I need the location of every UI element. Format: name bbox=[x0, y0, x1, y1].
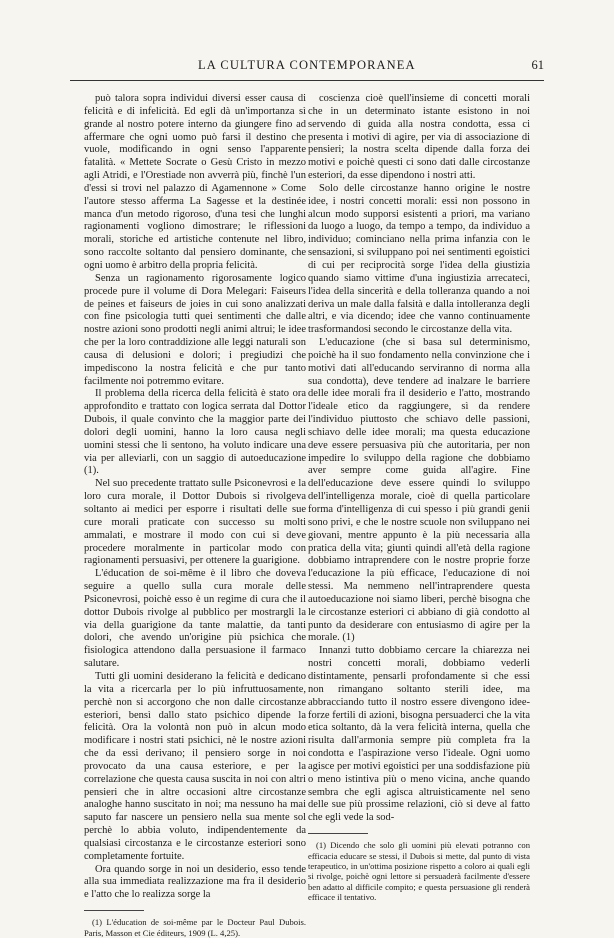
paragraph: Ora quando sorge in noi un desiderio, esso tende alla sua immediata realizzazione ma fra il desiderio e l'atto che lo realizza sorge la bbox=[84, 863, 306, 901]
page-header bbox=[74, 56, 544, 74]
left-column bbox=[84, 93, 306, 938]
paragraph: Senza un ragionamento rigorosamente logico procede pure il volume di Dora Melegari: Faiseurs de peines et faiseurs de joies in cui sono analizzati con fine psicologia tutti quei sentimenti che dalle nostre azioni sono prodotti negli animi altrui; le idee che per la loro contraddizione alle leggi naturali son causa di delusioni e dolori; i pregiudizi che impediscono la nostra felicità e che pur tanto facilmente noi potremmo evitare. bbox=[84, 272, 306, 387]
header-rule bbox=[70, 80, 544, 81]
paragraph: Solo delle circostanze hanno origine le nostre idee, i nostri concetti morali: essi non possono in alcun modo supporsi esistenti a priori, ma variano da luogo a luogo, da tempo a tempo, da individuo a individuo; cominciano nella prima infanzia con le sensazioni, si sviluppano poi nei sentimenti egoistici di cui per reciprocità sorge l'idea della giustizia quando siamo vittime d'una ingiustizia arrecateci, l'idea della sincerità e della tolleranza quando a noi deriva un male dalla falsità e dalla intolleranza degli altri, e via dicendo; idee che vanno continuamente trasformandosi secondo le circostanze della vita. bbox=[308, 182, 530, 336]
paragraph: coscienza cioè quell'insieme di concetti morali che in un determinato istante esistono in noi servendo di guida alla nostra condotta, essa ci presenta i motivi di agire, per via di associazione di pensieri; la nostra scelta dipende dalla forza dei motivi e poichè questi ci sono dati dalle circostanze esteriori, da esse dipendono i nostri atti. bbox=[308, 93, 530, 182]
footnote: (1) Dicendo che solo gli uomini più elevati potranno con efficacia educare se stessi, il Dubois si mette, dal punto di vista terapeutico, in un'ottima posizione rispetto a coloro ai quali egli si rivolge, poichè ogni lettore si persuaderà facilmente d'essere ben adatto al difficile compito; e questa persuasione gli renderà efficace il tentativo. bbox=[308, 840, 530, 903]
paragraph: L'educazione (che si basa sul determinismo, poichè ha il suo fondamento nella convinzione che i motivi dati all'educando serviranno di norma alla sua condotta), deve tendere ad inalzare le barriere delle idee morali fra il desiderio e l'atto, mostrando l'ideale etico da raggiungere, sì da rendere l'individuo piuttosto che schiavo delle passioni, schiavo delle idee morali; ma questa educazione deve essere persuasiva più che autoritaria, per non impedire lo sviluppo della ragione che dobbiamo aver sempre come guida all'agire. Fine dell'educazione deve essere quindi lo sviluppo dell'intelligenza morale, cioè di quella particolare forma d'intelligenza di cui spesso i più grandi genii sono privi, e che le nostre scuole non sviluppano nei giovani, mentre appunto è la più necessaria alla pratica della vita; giunti quindi all'età della ragione dobbiamo intraprendere con le nostre proprie forze l'educazione la più efficace, l'educazione di noi stessi. Ma nemmeno nell'intraprendere questa autoeducazione noi siamo liberi, perchè bisogna che le circostanze esteriori ci abbiano di già condotto al punto da desiderare con entusiasmo di agire per la morale. (1) bbox=[308, 337, 530, 644]
paragraph: Tutti gli uomini desiderano la felicità e dedicano la vita a ricercarla per lo più infruttuosamente, perchè non si accorgono che non dalle circostanze esteriori, bensì dallo stato psichico dipende la felicità. Ora la volontà non può in alcun modo modificare i nostri stati psichici, nè le nostre azioni che da essi derivano; il pensiero sorge in noi provocato da una causa esteriore, e per la correlazione che questa causa suscita in noi con altri pensieri che in altre occasioni altre circostanze analoghe hanno suscitato in noi; ma nessuno ha mai saputo far nascere un pensiero nella sua mente sol perchè lo abbia voluto, indipendentemente da qualsiasi circostanza e le circostanze esteriori sono completamente fortuite. bbox=[84, 670, 306, 862]
running-title: LA CULTURA CONTEMPORANEA bbox=[198, 58, 416, 72]
paragraph: Innanzi tutto dobbiamo cercare la chiarezza nei nostri concetti morali, dobbiamo vederli distintamente, pensarli profondamente sì che essi non rimangano soltanto sterili idee, ma abbracciando tutto il nostro essere divengono idee-forze fertili di azioni, bisogna persuaderci che la vita etica soltanto, dà la vera felicità interna, quella che risulta dall'armonia sempre più completa fra la condotta e l'aspirazione verso l'ideale. Ogni uomo agisce per motivi egoistici per una soddisfazione più o meno istintiva più o meno vicina, anche quando sembra che egli agisca altruisticamente nel seno delle sue più prossime relazioni, ciò si deve al fatto che egli vede la sod- bbox=[308, 645, 530, 824]
paragraph: Nel suo precedente trattato sulle Psiconevrosi e la loro cura morale, il Dottor Dubois si rivolgeva soltanto ai medici per esporre i risultati delle sue cure morali praticate con successo su molti ammalati, e mostrare il modo con cui si deve procedere moralmente in particolar modo con ragionamenti persuasivi, per ottenere la guarigione. bbox=[84, 478, 306, 567]
footnote-rule bbox=[308, 833, 368, 834]
page-number: 61 bbox=[531, 58, 544, 72]
paragraph: può talora sopra individui diversi esser causa di felicità e di infelicità. Ed egli dà un'importanza sì grande al nostro potere interno da giungere fino ad affermare che ogni uomo può farsi il destino che vuole, modificando in ogni senso l'apparente fatalità. « Mettete Socrate o Gesù Cristo in mezzo agli Atridi, e l'Orestiade non avverrà più, finchè l'un d'essi si trovi nel palazzo di Agamennone » Come l'autore stesso afferma La Sagesse et la destinée manca d'un metodo rigoroso, d'una tesi che lunghi ragionamenti vogliono dimostrare; le riflessioni morali, storiche ed artistiche contenute nel libro, sono raccolte soltanto dal pensiero dominante, che ogni uomo è arbitro della propria felicità. bbox=[84, 93, 306, 271]
right-column bbox=[308, 93, 530, 903]
footnote: (1) L'éducation de soi-même par le Docteur Paul Dubois. Paris, Masson et Cie éditeurs, 1909 (L. 4,25). bbox=[84, 917, 306, 938]
paragraph: Il problema della ricerca della felicità è stato ora approfondito e trattato con logica serrata dal Dottor Dubois, il quale convinto che la maggior parte dei dolori degli uomini, hanno la loro causa negli uomini stessi che li sentono, ha voluto indicare una via per alleviarli, con un saggio di autoeducazione (1). bbox=[84, 388, 306, 477]
paragraph: L'éducation de soi-même è il libro che doveva seguire a quello sulla cura morale delle Psiconevrosi, poichè esso è un regime di cura che il dottor Dubois rivolge al pubblico per mostrargli la via della guarigione da tante malattie, da tanti dolori, che avendo un'origine più psichica che fisiologica attendono dalla persuasione il farmaco salutare. bbox=[84, 568, 306, 670]
footnote-rule bbox=[84, 910, 144, 911]
